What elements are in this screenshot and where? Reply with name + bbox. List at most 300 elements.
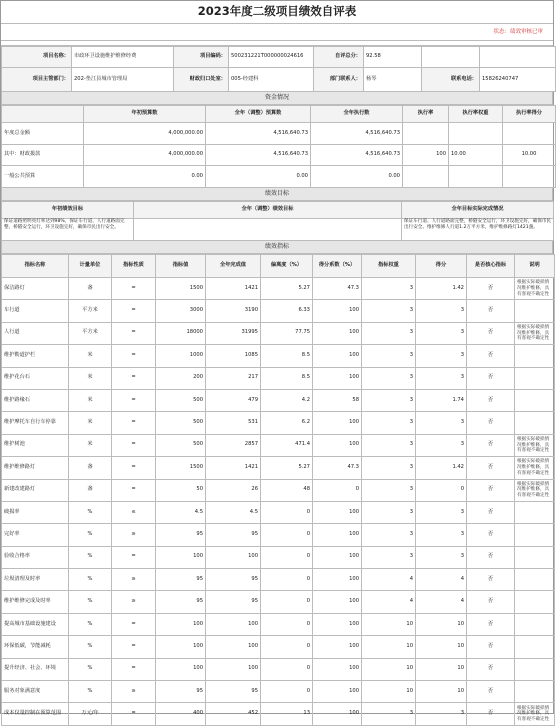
indicator-row: [2, 300, 555, 322]
indicator-cell: 4.5: [206, 501, 261, 523]
indicator-row: [2, 412, 555, 434]
indicator-cell: %: [69, 636, 112, 658]
self-score: 92.58: [364, 47, 422, 68]
indicator-row: [2, 703, 555, 725]
indicator-cell: 3: [362, 434, 416, 456]
indicator-cell: 5.27: [261, 278, 313, 300]
indicator-row: [2, 434, 555, 456]
indicator-cell: 13: [261, 703, 313, 725]
indicator-cell: 50: [156, 479, 206, 501]
indicator-name: 维护树池: [2, 434, 69, 456]
goal-initial: 保证道路照明亮灯率达到98%，保证车行道、人行道路面完整，桥隧安全运行，环卫设施完好，确保市民出行安全。: [2, 219, 134, 241]
indicator-cell: 6.2: [261, 412, 313, 434]
indicator-cell: =: [112, 613, 156, 635]
goals-section-title: 绩效目标: [1, 188, 553, 201]
indicator-name: 垃圾清理及时率: [2, 569, 69, 591]
indicator-cell: 3: [416, 546, 467, 568]
indicator-cell: 3: [362, 501, 416, 523]
indicator-cell: 100: [156, 636, 206, 658]
funds-cell: 100: [403, 145, 449, 166]
indicator-cell: 否: [467, 501, 515, 523]
indicator-cell: 47.3: [313, 457, 362, 479]
indicator-cell: 3: [362, 278, 416, 300]
indicator-cell: 3: [362, 479, 416, 501]
ind-header-2: 指标性质: [112, 255, 156, 278]
indicator-row: [2, 658, 555, 680]
indicator-note: [515, 591, 555, 613]
indicator-cell: =: [112, 345, 156, 367]
indicators-section-title: 绩效指标: [1, 241, 553, 254]
indicator-cell: 3: [416, 434, 467, 456]
indicator-cell: ≥: [112, 681, 156, 703]
indicator-cell: 100: [206, 658, 261, 680]
indicator-cell: 95: [206, 524, 261, 546]
indicator-cell: 否: [467, 278, 515, 300]
indicator-cell: 3: [416, 412, 467, 434]
funds-cell: 年度总金额: [2, 123, 84, 145]
indicator-note: [515, 501, 555, 523]
funds-cell: 4,516,640.73: [311, 123, 403, 145]
indicator-cell: =: [112, 658, 156, 680]
status-bar: [1, 24, 553, 41]
indicator-cell: 400: [156, 703, 206, 725]
indicator-cell: 100: [313, 412, 362, 434]
indicator-cell: 26: [206, 479, 261, 501]
indicator-name: 新建改建路灯: [2, 479, 69, 501]
indicator-cell: 0: [261, 681, 313, 703]
indicator-cell: 8.5: [261, 367, 313, 389]
indicator-cell: 否: [467, 636, 515, 658]
finance-label: 财政归口处室：: [174, 68, 229, 92]
ind-header-1: 计量单位: [69, 255, 112, 278]
indicator-cell: 盏: [69, 457, 112, 479]
finance: 005-经建科: [229, 68, 314, 92]
indicator-cell: 100: [206, 636, 261, 658]
indicator-note: [515, 524, 555, 546]
indicator-cell: 3: [362, 322, 416, 344]
indicator-cell: 4: [362, 591, 416, 613]
indicator-cell: 1.42: [416, 278, 467, 300]
indicator-cell: 100: [313, 300, 362, 322]
indicator-cell: =: [112, 389, 156, 411]
indicator-row: [2, 389, 555, 411]
indicator-cell: 0: [261, 591, 313, 613]
phone: 15826240747: [480, 68, 556, 92]
indicator-cell: 100: [313, 613, 362, 635]
indicator-cell: 2857: [206, 434, 261, 456]
indicator-cell: 否: [467, 524, 515, 546]
goals-header-2: 全年目标实际完成情况: [402, 202, 554, 219]
indicator-cell: 10: [362, 636, 416, 658]
indicator-name: 破损率: [2, 501, 69, 523]
indicator-name: 维护路缘石: [2, 389, 69, 411]
indicator-note: 根据实际破损情况维护维修，具有客观不确定性: [515, 278, 555, 300]
funds-header-3: 全年执行数: [311, 106, 403, 123]
ind-header-4: 全年完成值: [206, 255, 261, 278]
indicator-cell: 3: [362, 412, 416, 434]
indicator-cell: %: [69, 658, 112, 680]
indicator-cell: ≥: [112, 524, 156, 546]
phone-label: 联系电话：: [422, 68, 480, 92]
indicator-cell: 3: [416, 501, 467, 523]
indicator-note: [515, 569, 555, 591]
indicator-cell: 100: [313, 703, 362, 725]
indicator-cell: 500: [156, 389, 206, 411]
ind-header-8: 得分: [416, 255, 467, 278]
indicator-row: [2, 479, 555, 501]
indicator-cell: 100: [313, 367, 362, 389]
indicator-name: 提升经济、社会、环境: [2, 658, 69, 680]
funds-header-4: 执行率: [403, 106, 449, 123]
indicator-cell: 1500: [156, 278, 206, 300]
indicator-cell: 18000: [156, 322, 206, 344]
indicator-cell: 452: [206, 703, 261, 725]
indicator-cell: 4: [416, 569, 467, 591]
indicator-cell: 100: [156, 613, 206, 635]
indicator-cell: 平方米: [69, 322, 112, 344]
indicator-cell: 100: [313, 546, 362, 568]
indicator-cell: 0: [416, 479, 467, 501]
indicator-cell: =: [112, 479, 156, 501]
indicator-cell: 3190: [206, 300, 261, 322]
ind-header-7: 指标权重: [362, 255, 416, 278]
indicator-note: 根据实际破损情况维护维修，具有客观不确定性: [515, 434, 555, 456]
indicator-cell: =: [112, 703, 156, 725]
indicator-cell: 否: [467, 658, 515, 680]
indicator-name: 成本仅量控制在预算范围: [2, 703, 69, 725]
indicator-cell: =: [112, 412, 156, 434]
contact-label: 部门联系人：: [314, 68, 364, 92]
indicator-row: [2, 501, 555, 523]
indicator-row: [2, 681, 555, 703]
indicator-cell: =: [112, 546, 156, 568]
indicator-cell: 100: [313, 434, 362, 456]
indicator-cell: ≤: [112, 501, 156, 523]
indicator-name: 维护维修路灯: [2, 457, 69, 479]
indicator-cell: 否: [467, 681, 515, 703]
funds-header-0: [2, 106, 84, 123]
indicator-cell: 100: [313, 322, 362, 344]
indicator-row: [2, 345, 555, 367]
indicator-cell: 471.4: [261, 434, 313, 456]
project-code-label: 项目编码：: [174, 47, 229, 68]
indicator-cell: %: [69, 524, 112, 546]
funds-cell: 4,516,640.73: [206, 145, 311, 166]
funds-cell: 0.00: [84, 166, 206, 188]
indicator-cell: 100: [156, 658, 206, 680]
goals-header-1: 全年（调整）绩效目标: [134, 202, 402, 219]
funds-cell: 其中：财政拨款: [2, 145, 84, 166]
indicator-cell: 1500: [156, 457, 206, 479]
indicator-cell: 77.75: [261, 322, 313, 344]
funds-row: [2, 145, 556, 166]
indicator-cell: 100: [313, 591, 362, 613]
indicator-cell: 3: [362, 389, 416, 411]
indicators-table: [1, 254, 555, 726]
indicator-cell: 否: [467, 703, 515, 725]
indicator-note: [515, 681, 555, 703]
funds-cell: [449, 166, 503, 188]
indicator-cell: 否: [467, 569, 515, 591]
goal-actual: 保证车行道、人行道路面完整，桥隧安全运行，环卫设施完好，确保市民出行安全。维护维修人行道1.2万平方米，维护维修路灯1421盏。: [402, 219, 554, 241]
dept: 202-垫江县城市管理局: [72, 68, 174, 92]
indicator-cell: 100: [313, 345, 362, 367]
indicator-cell: 1421: [206, 457, 261, 479]
indicator-row: [2, 524, 555, 546]
indicator-note: 根据实际破损情况维护维修，具有客观不确定性: [515, 322, 555, 344]
indicator-row: [2, 457, 555, 479]
indicator-cell: 95: [156, 681, 206, 703]
indicator-cell: 3: [362, 546, 416, 568]
indicator-row: [2, 613, 555, 635]
indicator-cell: 米: [69, 412, 112, 434]
indicator-cell: ≥: [112, 591, 156, 613]
indicator-name: 维护维修完成及时率: [2, 591, 69, 613]
funds-cell: 4,000,000.00: [84, 123, 206, 145]
ind-header-10: 说明: [515, 255, 555, 278]
funds-header-5: 执行率权重: [449, 106, 503, 123]
indicator-cell: 米: [69, 389, 112, 411]
funds-cell: [503, 123, 556, 145]
indicator-cell: 3: [362, 345, 416, 367]
indicator-note: [515, 412, 555, 434]
funds-row: [2, 123, 556, 145]
indicator-note: [515, 658, 555, 680]
indicator-name: 完好率: [2, 524, 69, 546]
indicator-cell: 米: [69, 345, 112, 367]
funds-cell: [503, 166, 556, 188]
indicator-cell: 100: [206, 546, 261, 568]
indicator-cell: 4: [416, 591, 467, 613]
indicator-cell: 100: [313, 681, 362, 703]
indicator-row: [2, 367, 555, 389]
indicator-cell: 10: [416, 636, 467, 658]
indicator-note: [515, 389, 555, 411]
indicator-cell: 10: [416, 658, 467, 680]
indicator-cell: 3: [362, 524, 416, 546]
indicator-cell: 0: [261, 569, 313, 591]
indicator-cell: %: [69, 591, 112, 613]
self-score-label: 自评总分：: [314, 47, 364, 68]
indicator-cell: 否: [467, 367, 515, 389]
indicator-note: [515, 546, 555, 568]
indicator-cell: 10: [416, 613, 467, 635]
indicator-cell: 否: [467, 345, 515, 367]
indicator-cell: %: [69, 546, 112, 568]
funds-cell: 一般公共预算: [2, 166, 84, 188]
indicator-cell: 0: [261, 546, 313, 568]
indicator-cell: 1.42: [416, 457, 467, 479]
goals-header-0: 年初绩效目标: [2, 202, 134, 219]
indicator-cell: 95: [156, 591, 206, 613]
indicator-cell: 500: [156, 412, 206, 434]
funds-cell: 0.00: [206, 166, 311, 188]
indicator-cell: 10: [362, 613, 416, 635]
funds-header-2: 全年（调整）预算数: [206, 106, 311, 123]
funds-header-1: 年初预算数: [84, 106, 206, 123]
funds-cell: 0.00: [311, 166, 403, 188]
indicator-cell: 5.27: [261, 457, 313, 479]
indicator-cell: =: [112, 636, 156, 658]
funds-cell: [403, 166, 449, 188]
indicator-cell: 0: [261, 501, 313, 523]
indicator-cell: 500: [156, 434, 206, 456]
indicator-cell: %: [69, 569, 112, 591]
indicator-cell: 否: [467, 300, 515, 322]
indicator-cell: 盏: [69, 278, 112, 300]
status-text: 状态：绩效审核已审: [493, 28, 543, 35]
indicator-cell: 100: [313, 569, 362, 591]
indicator-cell: 3: [362, 300, 416, 322]
indicator-cell: 否: [467, 412, 515, 434]
indicator-cell: 217: [206, 367, 261, 389]
indicator-cell: =: [112, 457, 156, 479]
indicator-cell: 3: [416, 524, 467, 546]
indicator-row: [2, 636, 555, 658]
indicator-cell: 100: [313, 636, 362, 658]
indicator-cell: 95: [156, 524, 206, 546]
indicator-name: 保洁路灯: [2, 278, 69, 300]
indicator-cell: 479: [206, 389, 261, 411]
indicator-cell: 3: [416, 300, 467, 322]
indicator-cell: 3: [362, 703, 416, 725]
indicator-cell: =: [112, 322, 156, 344]
indicator-note: [515, 300, 555, 322]
indicator-cell: %: [69, 681, 112, 703]
indicator-cell: 4: [362, 569, 416, 591]
indicator-cell: 否: [467, 591, 515, 613]
dept-label: 项目主管部门：: [2, 68, 72, 92]
indicator-row: [2, 569, 555, 591]
indicator-row: [2, 322, 555, 344]
indicator-cell: 4.5: [156, 501, 206, 523]
indicator-cell: 米: [69, 434, 112, 456]
funds-table: [1, 105, 556, 188]
indicator-cell: 平方米: [69, 300, 112, 322]
indicator-cell: 0: [313, 479, 362, 501]
contact: 杨琴: [364, 68, 422, 92]
funds-row: [2, 166, 556, 188]
indicator-name: 提高城市基础设施建设: [2, 613, 69, 635]
indicator-cell: 95: [206, 569, 261, 591]
funds-cell: [403, 123, 449, 145]
indicator-cell: 10: [416, 681, 467, 703]
indicator-name: 维护花台石: [2, 367, 69, 389]
funds-header-6: 执行率得分: [503, 106, 556, 123]
indicator-cell: 95: [206, 591, 261, 613]
indicator-cell: 48: [261, 479, 313, 501]
indicator-cell: 10: [362, 658, 416, 680]
indicator-cell: 100: [313, 658, 362, 680]
indicator-cell: 531: [206, 412, 261, 434]
indicator-name: 验收合格率: [2, 546, 69, 568]
indicator-cell: 95: [156, 569, 206, 591]
indicator-note: [515, 613, 555, 635]
indicator-cell: 4.2: [261, 389, 313, 411]
indicator-cell: 否: [467, 322, 515, 344]
indicator-cell: 100: [313, 524, 362, 546]
indicator-cell: 3: [362, 367, 416, 389]
project-info-table: [1, 46, 556, 92]
indicator-name: 维护勒道护栏: [2, 345, 69, 367]
indicator-cell: =: [112, 434, 156, 456]
indicator-name: 维护摩托车自行车停靠: [2, 412, 69, 434]
indicator-cell: 3: [416, 703, 467, 725]
funds-cell: 10.00: [503, 145, 556, 166]
ind-header-5: 偏离度（%）: [261, 255, 313, 278]
ind-header-0: 指标名称: [2, 255, 69, 278]
indicator-cell: 100: [156, 546, 206, 568]
indicator-cell: 31995: [206, 322, 261, 344]
indicator-note: 根据实际破损情况维护维修，具有客观不确定性: [515, 703, 555, 725]
indicator-cell: ≥: [112, 569, 156, 591]
indicator-cell: 1085: [206, 345, 261, 367]
funds-cell: [449, 123, 503, 145]
indicator-cell: 米: [69, 367, 112, 389]
indicator-cell: 47.3: [313, 278, 362, 300]
indicator-cell: 否: [467, 546, 515, 568]
indicator-row: [2, 591, 555, 613]
funds-cell: 10.00: [449, 145, 503, 166]
indicator-cell: 10: [362, 681, 416, 703]
indicator-note: 根据实际破损情况维护维修，具有客观不确定性: [515, 457, 555, 479]
funds-section-title: 资金情况: [1, 92, 553, 105]
project-name: 市政环卫设施维护维修经费: [72, 47, 174, 68]
indicator-cell: 1000: [156, 345, 206, 367]
indicator-cell: 100: [206, 613, 261, 635]
goal-adjusted: [134, 219, 402, 241]
indicator-cell: 否: [467, 479, 515, 501]
indicator-cell: 6.33: [261, 300, 313, 322]
indicator-cell: 3: [416, 367, 467, 389]
indicator-cell: 0: [261, 658, 313, 680]
funds-cell: 4,516,640.73: [311, 145, 403, 166]
indicator-cell: 0: [261, 524, 313, 546]
indicator-cell: 否: [467, 457, 515, 479]
indicator-cell: 1.74: [416, 389, 467, 411]
indicator-row: [2, 278, 555, 300]
indicator-name: 车行道: [2, 300, 69, 322]
indicator-cell: =: [112, 278, 156, 300]
indicator-cell: 万元/年: [69, 703, 112, 725]
indicator-cell: 8.5: [261, 345, 313, 367]
goals-table: [1, 201, 554, 241]
indicator-note: 根据实际破损情况维护维修，具有客观不确定性: [515, 479, 555, 501]
indicator-note: [515, 367, 555, 389]
indicator-cell: 盏: [69, 479, 112, 501]
indicator-cell: =: [112, 300, 156, 322]
ind-header-6: 得分系数（%）: [313, 255, 362, 278]
funds-cell: 4,516,640.73: [206, 123, 311, 145]
project-name-label: 项目名称：: [2, 47, 72, 68]
ind-header-3: 指标值: [156, 255, 206, 278]
project-code: 500231221T000000024616: [229, 47, 314, 68]
indicator-cell: =: [112, 367, 156, 389]
page-title: 2023年度二级项目绩效自评表: [1, 1, 553, 24]
indicator-cell: 200: [156, 367, 206, 389]
indicator-cell: 58: [313, 389, 362, 411]
indicator-cell: 3: [416, 322, 467, 344]
indicator-cell: 1421: [206, 278, 261, 300]
indicator-name: 服务对象满意度: [2, 681, 69, 703]
ind-header-9: 是否核心指标: [467, 255, 515, 278]
indicator-cell: %: [69, 613, 112, 635]
indicator-cell: 95: [206, 681, 261, 703]
indicator-note: [515, 636, 555, 658]
indicator-cell: 0: [261, 613, 313, 635]
indicator-name: 人行道: [2, 322, 69, 344]
funds-cell: 4,000,000.00: [84, 145, 206, 166]
